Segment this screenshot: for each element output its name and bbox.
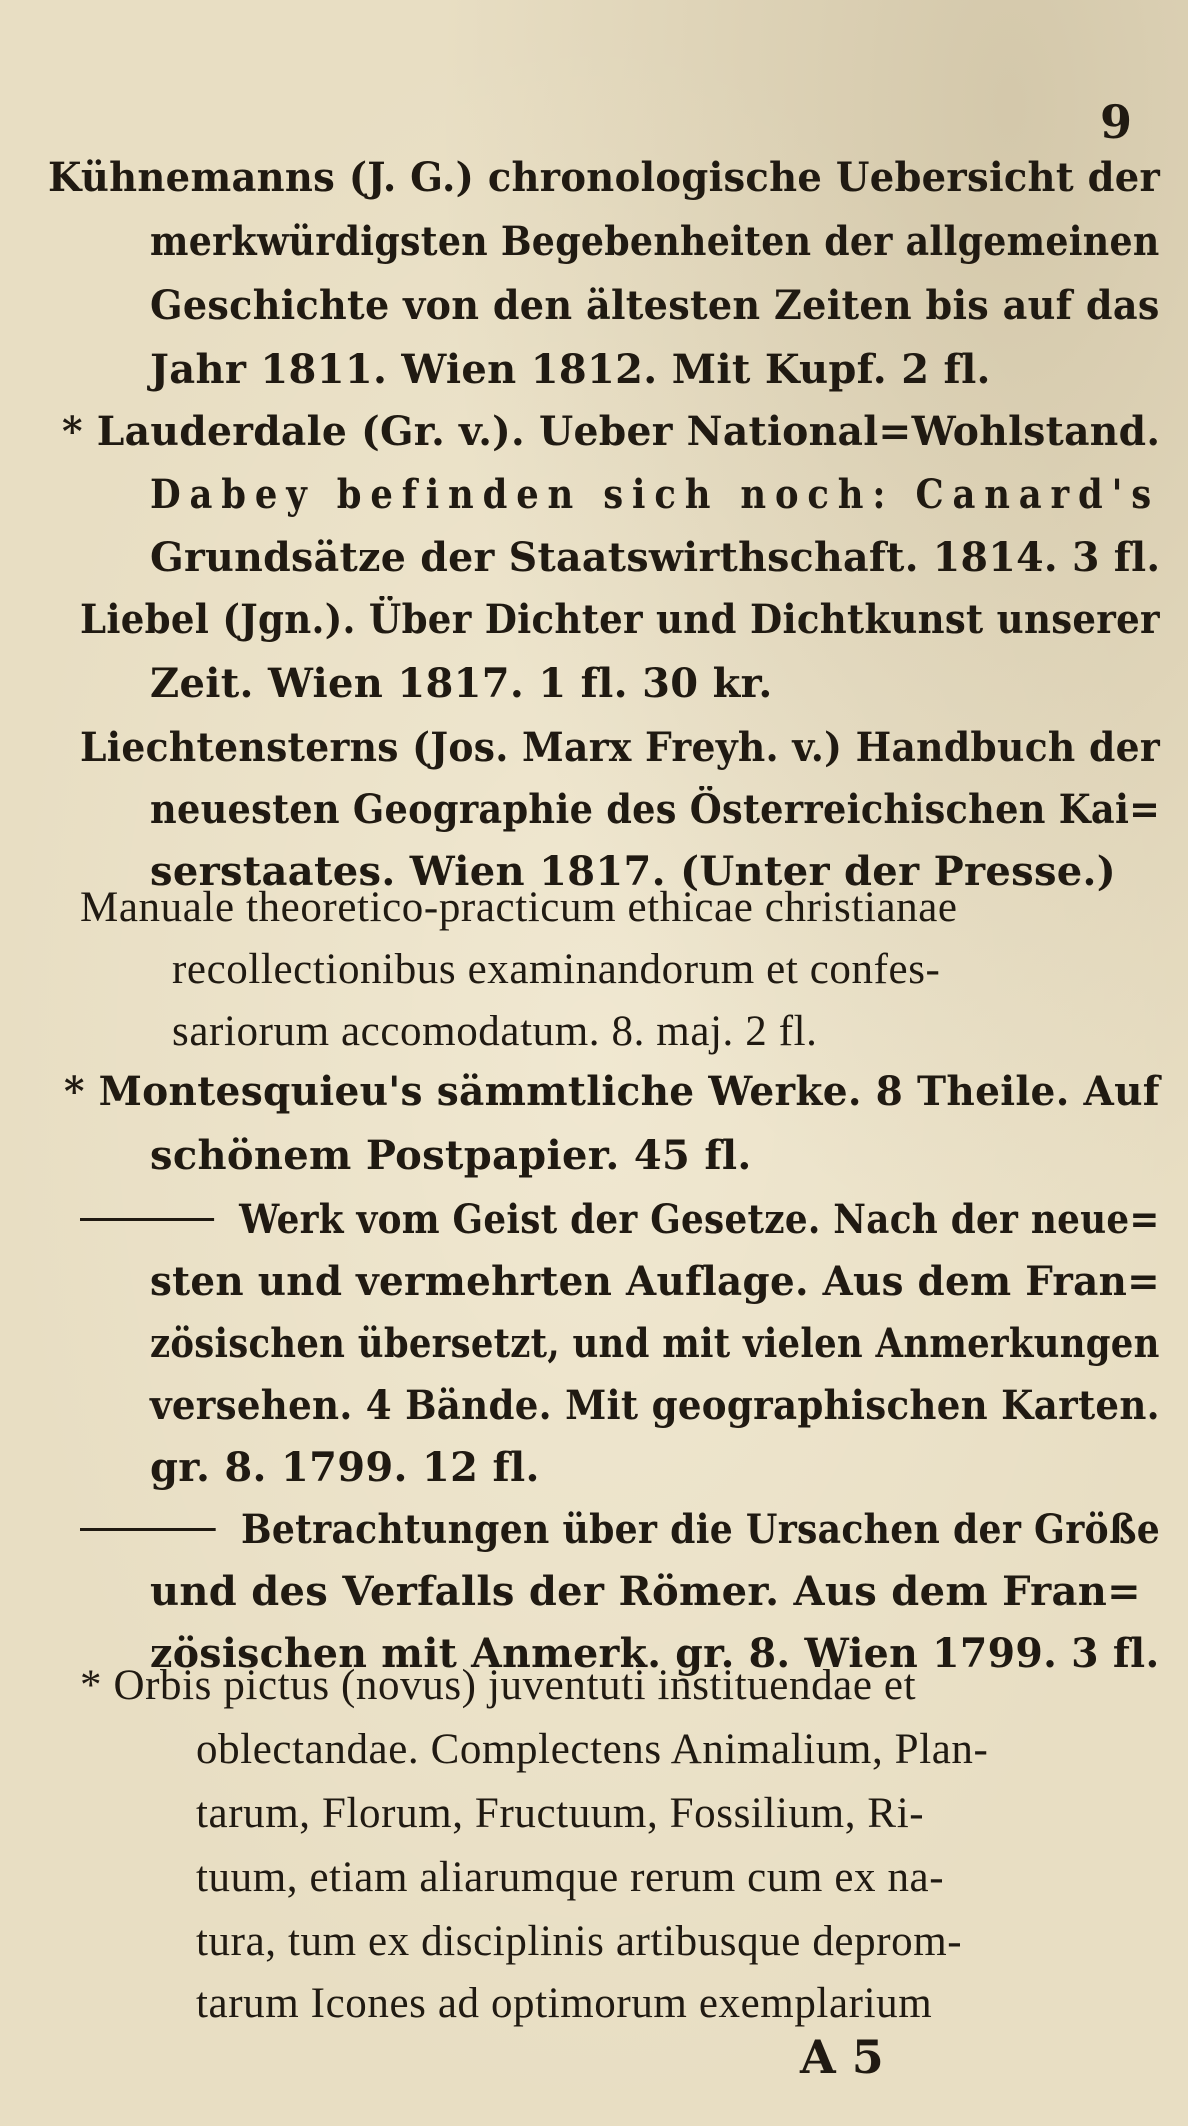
entry-line: * Lauderdale (Gr. v.). Ueber National=Wohlstand. <box>62 408 1161 455</box>
entry-line: Liechtensterns (Jos. Marx Freyh. v.) Handbuch der <box>80 724 1160 771</box>
entry-line: und des Verfalls der Römer. Aus dem Fran= <box>150 1568 1141 1615</box>
entry-line: Jahr 1811. Wien 1812. Mit Kupf. 2 fl. <box>150 346 991 393</box>
entry-line: Geschichte von den ältesten Zeiten bis auf das <box>150 282 1160 329</box>
entry-line: tuum, etiam aliarumque rerum cum ex na- <box>196 1854 945 1901</box>
entry-line: merkwürdigsten Begebenheiten der allgemeinen <box>150 218 1160 265</box>
entry-line: * Montesquieu's sämmtliche Werke. 8 Theile. Auf <box>64 1068 1160 1115</box>
entry-line: Liebel (Jgn.). Über Dichter und Dichtkunst unserer <box>80 596 1160 643</box>
entry-line <box>80 1502 1160 1558</box>
entry-line: * Orbis pictus (novus) juventuti instituendae et <box>80 1662 917 1709</box>
entry-line: versehen. 4 Bände. Mit geographischen Karten. <box>150 1382 1160 1429</box>
entry-line: zösischen übersetzt, und mit vielen Anmerkungen <box>150 1320 1160 1367</box>
entry-line: oblectandae. Complectens Animalium, Plan- <box>196 1726 989 1773</box>
ditto-dash <box>80 1528 216 1531</box>
entry-line: Dabey befinden sich noch: Canard's <box>150 471 1161 518</box>
entry-line-text: Werk vom Geist der Gesetze. Nach der neue= <box>239 1196 1160 1243</box>
entry-line: neuesten Geographie des Österreichischen Kai= <box>150 786 1161 833</box>
entry-line <box>80 1192 1160 1248</box>
entry-line: Manuale theoretico-practicum ethicae christianae <box>80 884 958 931</box>
entry-line: Zeit. Wien 1817. 1 fl. 30 kr. <box>150 660 773 707</box>
entry-line: zösischen mit Anmerk. gr. 8. Wien 1799. 3 fl. <box>150 1630 1160 1677</box>
entry-line: gr. 8. 1799. 12 fl. <box>150 1444 540 1491</box>
signature-mark: A 5 <box>800 2030 884 2084</box>
entry-line-text: Betrachtungen über die Ursachen der Größe <box>241 1506 1161 1553</box>
entry-line: schönem Postpapier. 45 fl. <box>150 1132 752 1179</box>
entry-line: serstaates. Wien 1817. (Unter der Presse.) <box>150 848 1116 895</box>
entry-line: recollectionibus examinandorum et confes- <box>172 946 941 993</box>
entry-line: Grundsätze der Staatswirthschaft. 1814. 3 fl. <box>150 534 1161 581</box>
entry-line: sten und vermehrten Auflage. Aus dem Fran= <box>150 1258 1161 1305</box>
entry-line: tura, tum ex disciplinis artibusque deprom- <box>196 1918 963 1965</box>
page-number: 9 <box>1100 95 1133 149</box>
entry-line: Kühnemanns (J. G.) chronologische Uebersicht der <box>48 154 1161 201</box>
entry-line: tarum, Florum, Fructuum, Fossilium, Ri- <box>196 1790 925 1837</box>
entry-line: tarum Icones ad optimorum exemplarium <box>196 1980 933 2027</box>
entry-line: sariorum accomodatum. 8. maj. 2 fl. <box>172 1008 818 1055</box>
ditto-dash <box>80 1218 214 1221</box>
